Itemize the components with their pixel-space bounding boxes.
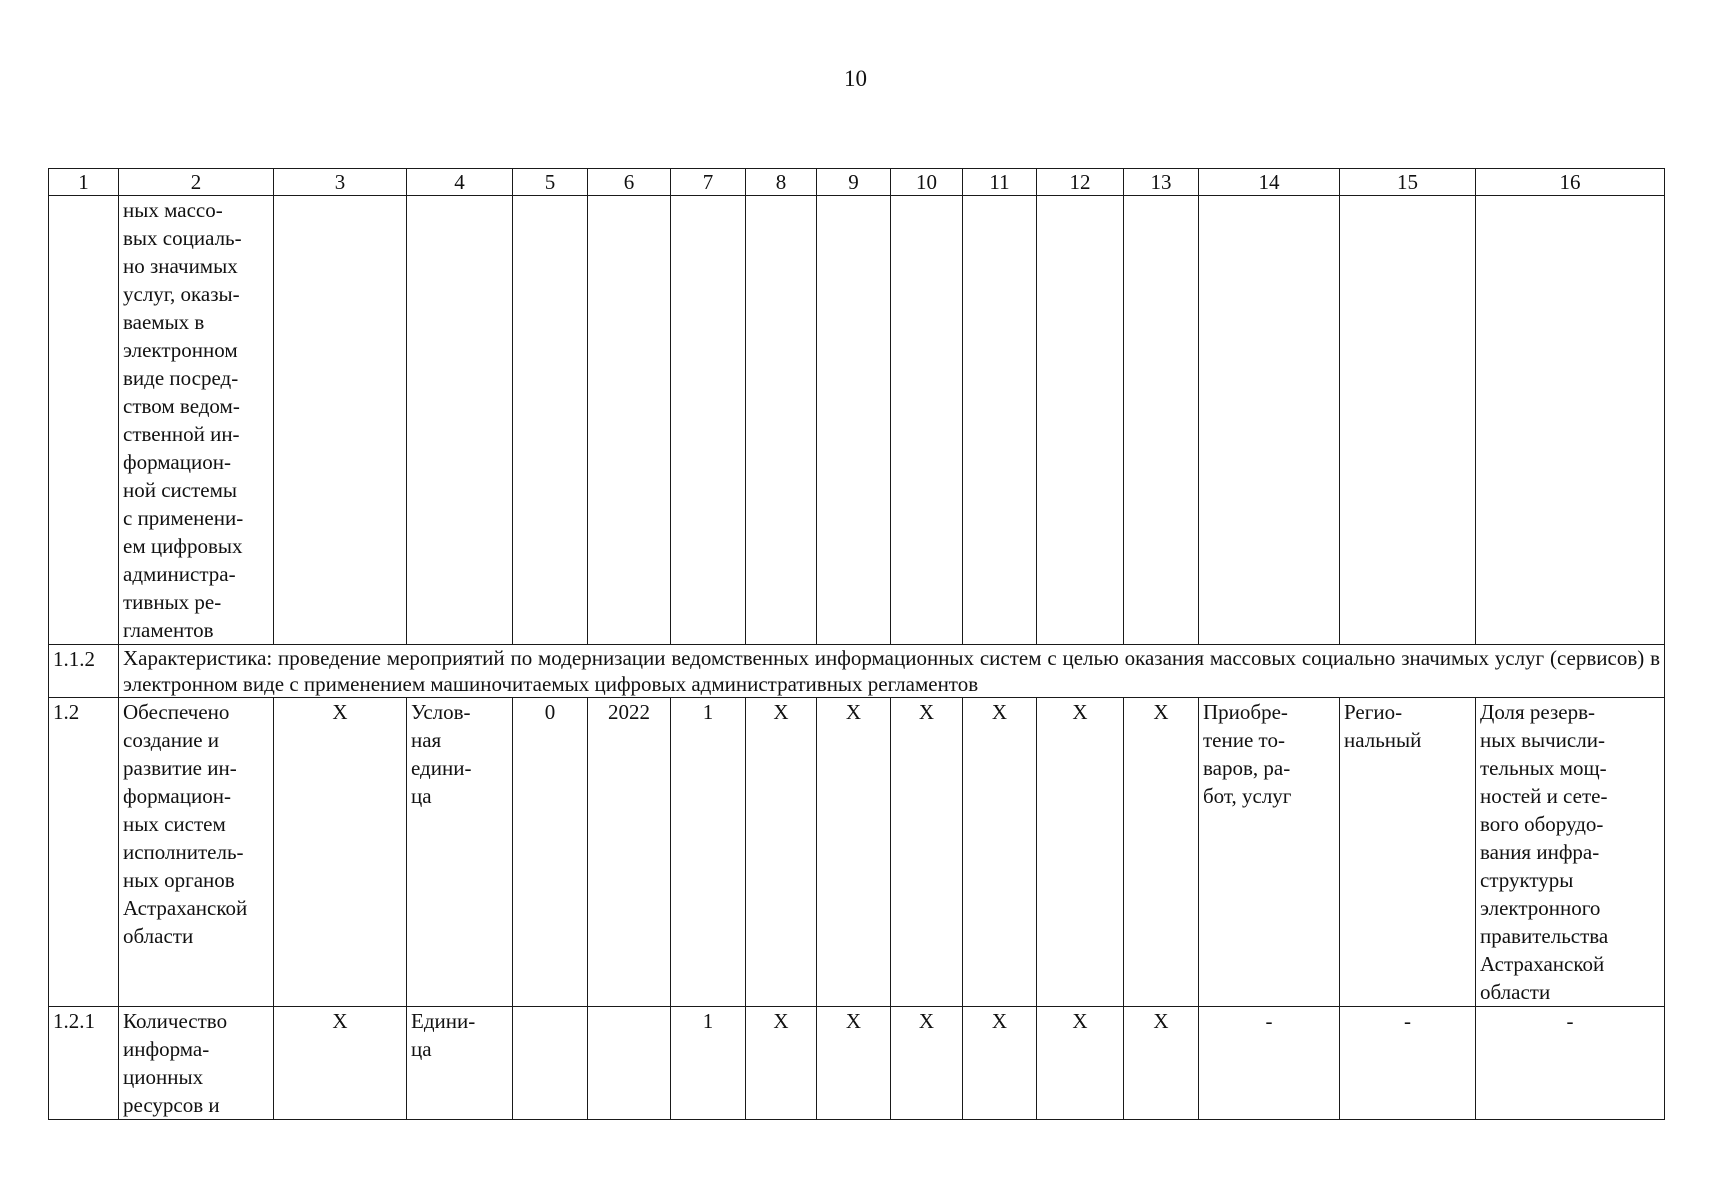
cell-line: Приобре- [1203, 700, 1288, 724]
table-cell [1124, 196, 1199, 645]
cell-line: вого оборудо- [1480, 812, 1604, 836]
table-cell: - [1340, 1007, 1476, 1120]
cell-line: Астраханской [123, 896, 248, 920]
table-cell [407, 196, 513, 645]
cell-line: ная [411, 728, 442, 752]
column-header: 7 [671, 169, 746, 196]
cell-line: создание и [123, 728, 220, 752]
cell-line: тивных ре- [123, 590, 222, 614]
cell-line: ца [411, 784, 432, 808]
characteristic-row [49, 645, 1665, 698]
row-number: 1.2 [49, 698, 119, 1007]
cell-line: услуг, оказы- [123, 282, 240, 306]
cell-line: исполнитель- [123, 840, 244, 864]
continuation-name-cell [119, 196, 274, 645]
cell-line: ваемых в [123, 310, 205, 334]
cell-line: но значимых [123, 254, 238, 278]
table-cell: - [1199, 1007, 1340, 1120]
column-header: 5 [513, 169, 588, 196]
table-cell: Х [891, 698, 963, 1007]
column-header: 4 [407, 169, 513, 196]
cell-line: ной системы [123, 478, 238, 502]
cell-line: ственной ин- [123, 422, 240, 446]
cell-line: электронного [1480, 896, 1601, 920]
table-cell: 1 [671, 698, 746, 1007]
table-cell [817, 196, 891, 645]
document-table [48, 168, 1665, 1120]
table-cell: Х [891, 1007, 963, 1120]
table-row-1-2 [49, 698, 1665, 1007]
table-cell: Х [963, 1007, 1037, 1120]
table-cell [49, 196, 119, 645]
table-cell [1199, 698, 1340, 1007]
table-cell [513, 196, 588, 645]
table-cell: Х [746, 698, 817, 1007]
cell-line: Услов- [411, 700, 471, 724]
row-name-cell [119, 698, 274, 1007]
cell-line: виде посред- [123, 366, 239, 390]
table-cell: - [1476, 1007, 1665, 1120]
table-cell [513, 1007, 588, 1120]
cell-line: нальный [1344, 728, 1422, 752]
cell-line: Обеспечено [123, 700, 230, 724]
cell-line: Регио- [1344, 700, 1403, 724]
unit-cell [407, 1007, 513, 1120]
column-header: 10 [891, 169, 963, 196]
cell-line: ных органов [123, 868, 235, 892]
cell-line: ционных [123, 1065, 204, 1089]
cell-line: ресурсов и [123, 1093, 220, 1117]
cell-line: правительства [1480, 924, 1609, 948]
table-cell [746, 196, 817, 645]
cell-line: тельных мощ- [1480, 756, 1607, 780]
cell-line: ем цифровых [123, 534, 243, 558]
cell-line: ца [411, 1037, 432, 1061]
cell-line: формацион- [123, 450, 231, 474]
table-cell: 0 [513, 698, 588, 1007]
cell-line: области [1480, 980, 1551, 1004]
column-header: 2 [119, 169, 274, 196]
cell-line: бот, услуг [1203, 784, 1292, 808]
table-cell [891, 196, 963, 645]
page-number: 10 [844, 66, 867, 91]
column-header: 16 [1476, 169, 1665, 196]
cell-line: Едини- [411, 1009, 476, 1033]
cell-line: тение то- [1203, 728, 1285, 752]
table-cell [588, 196, 671, 645]
table-cell: Х [1037, 698, 1124, 1007]
table-cell: Х [746, 1007, 817, 1120]
cell-line: с применени- [123, 506, 244, 530]
table-cell: Х [1037, 1007, 1124, 1120]
table-cell: Х [817, 698, 891, 1007]
cell-line: структуры [1480, 868, 1574, 892]
table-cell: 1 [671, 1007, 746, 1120]
column-header: 9 [817, 169, 891, 196]
cell-line: информа- [123, 1037, 210, 1061]
cell-line: администра- [123, 562, 236, 586]
characteristic-text: Характеристика: проведение мероприятий по модернизации ведомственных информационных систем с целью оказания массовых социально значимых услуг (сервисов) в электронном виде с применением машиночитаемых цифровых административных регламентов [119, 645, 1665, 698]
cell-line: вых социаль- [123, 226, 242, 250]
table-row-1-2-1 [49, 1007, 1665, 1120]
table-cell: 2022 [588, 698, 671, 1007]
table-cell: Х [274, 698, 407, 1007]
cell-line: ных систем [123, 812, 226, 836]
table-cell [1340, 196, 1476, 645]
cell-line: гламентов [123, 618, 214, 642]
cell-line: Астраханской [1480, 952, 1605, 976]
table-cell [1199, 196, 1340, 645]
row-number: 1.2.1 [49, 1007, 119, 1120]
cell-line: едини- [411, 756, 472, 780]
column-header: 11 [963, 169, 1037, 196]
cell-line: Доля резерв- [1480, 700, 1596, 724]
column-header: 14 [1199, 169, 1340, 196]
cell-line: Количество [123, 1009, 228, 1033]
cell-line: ством ведом- [123, 394, 240, 418]
table-cell [671, 196, 746, 645]
unit-cell [407, 698, 513, 1007]
table-cell [588, 1007, 671, 1120]
table-cell: Х [1124, 1007, 1199, 1120]
table-cell [1340, 698, 1476, 1007]
table-cell [963, 196, 1037, 645]
column-header: 1 [49, 169, 119, 196]
table-cell: Х [274, 1007, 407, 1120]
column-header: 13 [1124, 169, 1199, 196]
table-cell [274, 196, 407, 645]
cell-line: формацион- [123, 784, 231, 808]
table-cell: Х [1124, 698, 1199, 1007]
cell-line: ных вычисли- [1480, 728, 1605, 752]
cell-line: ных массо- [123, 198, 223, 222]
column-header: 15 [1340, 169, 1476, 196]
table-cell [1476, 698, 1665, 1007]
cell-line: области [123, 924, 194, 948]
table-cell: Х [817, 1007, 891, 1120]
row-name-cell [119, 1007, 274, 1120]
column-header: 12 [1037, 169, 1124, 196]
cell-line: вания инфра- [1480, 840, 1600, 864]
cell-line: развитие ин- [123, 756, 237, 780]
row-number: 1.1.2 [49, 645, 119, 698]
table-cell [1476, 196, 1665, 645]
continuation-row [49, 196, 1665, 645]
table-cell [1037, 196, 1124, 645]
column-header-row [49, 169, 1665, 196]
cell-line: ностей и сете- [1480, 784, 1608, 808]
column-header: 3 [274, 169, 407, 196]
column-header: 8 [746, 169, 817, 196]
column-header: 6 [588, 169, 671, 196]
cell-line: электронном [123, 338, 238, 362]
cell-line: варов, ра- [1203, 756, 1291, 780]
table-cell: Х [963, 698, 1037, 1007]
